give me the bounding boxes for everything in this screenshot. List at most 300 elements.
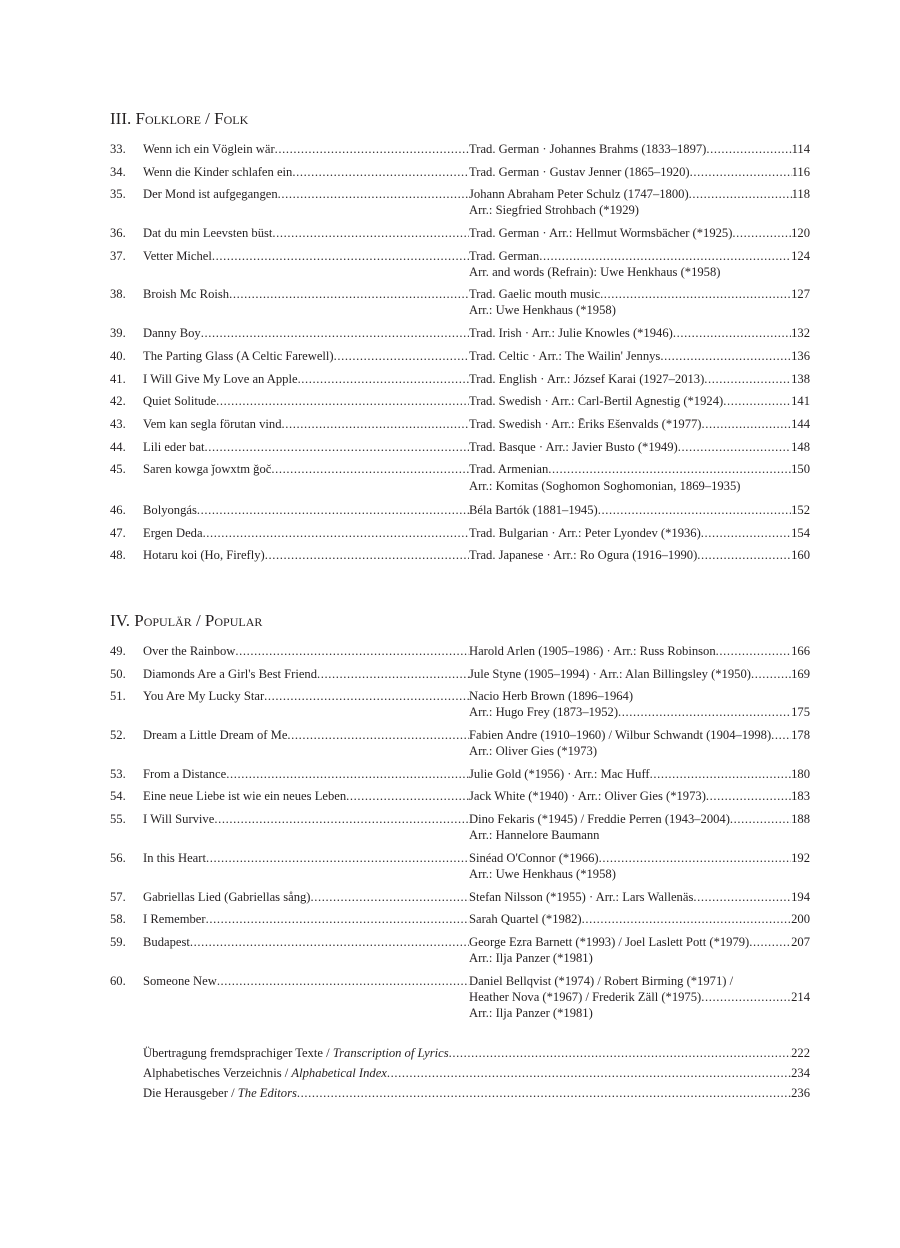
- entry-number: 45.: [110, 462, 126, 477]
- page-number[interactable]: 141: [791, 394, 810, 409]
- entry-number: 44.: [110, 439, 126, 454]
- section-folklore: [110, 108, 810, 570]
- entry-number: 41.: [110, 371, 126, 386]
- dot-leader: [226, 766, 469, 782]
- entry-credits: [469, 461, 810, 495]
- section-heading: [110, 610, 810, 632]
- appendix-title-en: Transcription of Lyrics: [332, 1046, 449, 1060]
- dot-leader: [673, 325, 791, 341]
- dot-leader: [311, 889, 469, 905]
- entry-credits: [469, 225, 810, 241]
- page-number[interactable]: 175: [791, 705, 810, 720]
- entry-title-cell: [143, 934, 469, 966]
- credit-line: [469, 202, 810, 218]
- page-number[interactable]: 160: [791, 548, 810, 563]
- credit-line: [469, 727, 810, 743]
- page-number[interactable]: 154: [791, 525, 810, 540]
- toc-entry[interactable]: [110, 186, 810, 218]
- credit-line: [469, 478, 810, 495]
- dot-leader: [701, 989, 791, 1005]
- entry-number: 39.: [110, 326, 126, 341]
- page-number[interactable]: 214: [791, 989, 810, 1004]
- credit-line: [469, 502, 810, 518]
- dot-leader: [197, 502, 469, 518]
- credit-text: Dino Fekaris (*1945) / Freddie Perren (1943–2004): [469, 812, 730, 827]
- entry-title-cell: [143, 788, 469, 804]
- credit-text: Arr.: Ilja Panzer (*1981): [469, 950, 593, 965]
- entry-title-cell: [143, 525, 469, 541]
- credit-line: [469, 766, 810, 782]
- entry-title-cell: [143, 248, 469, 280]
- entry-credits: [469, 393, 810, 409]
- entry-number: 37.: [110, 248, 126, 263]
- page-number[interactable]: 183: [791, 789, 810, 804]
- page-number[interactable]: 116: [791, 164, 810, 179]
- dot-leader: [749, 934, 791, 950]
- dot-leader: [689, 186, 792, 202]
- dot-leader: [618, 704, 791, 720]
- credit-line: [469, 989, 810, 1005]
- entry-title: Ergen Deda: [143, 525, 203, 540]
- dot-leader: [287, 727, 469, 759]
- toc-entry[interactable]: [110, 439, 810, 455]
- entry-title-cell: [143, 850, 469, 882]
- credit-text: Trad. Swedish · Arr.: Carl-Bertil Agnestig (*1924): [469, 394, 724, 409]
- page-number[interactable]: 127: [791, 287, 810, 302]
- entry-title: I Will Give My Love an Apple: [143, 371, 298, 386]
- dot-leader: [599, 850, 792, 866]
- entry-credits: [469, 547, 810, 563]
- entry-title-cell: [143, 688, 469, 720]
- dot-leader: [706, 141, 791, 157]
- dot-leader: [317, 666, 469, 682]
- credit-line: [469, 666, 810, 682]
- credit-text: Trad. German: [469, 248, 540, 263]
- entry-title-cell: [143, 547, 469, 563]
- entry-title: Eine neue Liebe ist wie ein neues Leben: [143, 789, 347, 804]
- credit-text: Trad. Irish · Arr.: Julie Knowles (*1946): [469, 326, 673, 341]
- entry-credits: [469, 973, 810, 1021]
- entry-credits: [469, 688, 810, 720]
- credit-line: [469, 164, 810, 180]
- toc-entry[interactable]: [110, 164, 810, 180]
- credit-line: [469, 889, 810, 905]
- credit-text: Julie Gold (*1956) · Arr.: Mac Huff: [469, 766, 650, 781]
- dot-leader: [206, 911, 469, 927]
- dot-leader: [201, 325, 469, 341]
- appendix-title-en: Alphabetical Index: [291, 1066, 387, 1080]
- entry-title-cell: [143, 325, 469, 341]
- toc-entry[interactable]: [110, 141, 810, 157]
- entry-credits: [469, 248, 810, 280]
- entry-credits: [469, 643, 810, 659]
- dot-leader: [292, 164, 469, 180]
- entry-number: 54.: [110, 789, 126, 804]
- dot-leader: [272, 225, 469, 241]
- dot-leader: [203, 525, 469, 541]
- credit-line: [469, 688, 810, 704]
- appendix-list: [143, 1045, 810, 1105]
- entry-title-cell: [143, 889, 469, 905]
- entry-credits: [469, 525, 810, 541]
- credit-line: [469, 704, 810, 720]
- section-name: Folklore / Folk: [135, 109, 249, 128]
- entry-number: 49.: [110, 644, 126, 658]
- dot-leader: [650, 766, 792, 782]
- entry-list: [110, 643, 810, 1021]
- entry-number: 40.: [110, 348, 126, 363]
- credit-line: [469, 225, 810, 241]
- entry-credits: [469, 934, 810, 966]
- toc-entry[interactable]: [110, 666, 810, 682]
- page-number[interactable]: 144: [791, 416, 810, 431]
- dot-leader: [697, 547, 791, 563]
- dot-leader: [265, 547, 469, 563]
- entry-title-cell: [143, 666, 469, 682]
- credit-line: [469, 286, 810, 302]
- credit-line: [469, 325, 810, 341]
- entry-credits: [469, 141, 810, 157]
- entry-credits: [469, 164, 810, 180]
- page-number[interactable]: 178: [791, 728, 810, 743]
- dot-leader: [716, 643, 791, 659]
- appendix-title-de: Übertragung fremdsprachiger Texte: [143, 1046, 324, 1060]
- dot-leader: [539, 248, 791, 264]
- toc-entry[interactable]: [110, 643, 810, 659]
- dot-leader: [582, 911, 792, 927]
- credit-text: Jule Styne (1905–1994) · Arr.: Alan Billingsley (*1950): [469, 666, 751, 681]
- entry-credits: [469, 416, 810, 432]
- page-number[interactable]: 136: [791, 348, 810, 363]
- appendix-title-de: Alphabetisches Verzeichnis: [143, 1066, 282, 1080]
- appendix-entry[interactable]: [143, 1045, 810, 1061]
- toc-entry[interactable]: [110, 393, 810, 409]
- entry-number: 52.: [110, 728, 126, 743]
- credit-text: Arr.: Komitas (Soghomon Soghomonian, 1869–1935): [469, 479, 741, 494]
- credit-line: [469, 866, 810, 882]
- toc-entry[interactable]: [110, 348, 810, 364]
- page-number[interactable]: 120: [791, 226, 810, 241]
- credit-line: [469, 788, 810, 804]
- separator: /: [281, 1066, 292, 1080]
- dot-leader: [297, 1085, 791, 1101]
- toc-entry[interactable]: [110, 525, 810, 541]
- credit-text: Trad. Swedish · Arr.: Ēriks Ešenvalds (*1977): [469, 416, 702, 431]
- credit-text: Trad. Celtic · Arr.: The Wailin' Jennys: [469, 348, 661, 363]
- dot-leader: [334, 348, 469, 364]
- dot-leader: [751, 666, 791, 682]
- entry-title: Someone New: [143, 973, 217, 988]
- toc-entry[interactable]: [110, 973, 810, 1021]
- section-name: Populär / Popular: [134, 611, 263, 630]
- appendix-entry[interactable]: [143, 1065, 810, 1081]
- entry-title-cell: [143, 811, 469, 843]
- separator: /: [227, 1086, 238, 1100]
- page-number[interactable]: 200: [791, 912, 810, 927]
- dot-leader: [206, 850, 469, 882]
- entry-title-cell: [143, 911, 469, 927]
- credit-line: [469, 547, 810, 563]
- page-number[interactable]: 188: [791, 812, 810, 827]
- entry-title: Broish Mc Roish: [143, 287, 230, 302]
- entry-credits: [469, 502, 810, 518]
- toc-entry[interactable]: [110, 547, 810, 563]
- toc-entry[interactable]: [110, 766, 810, 782]
- dot-leader: [217, 973, 469, 1021]
- entry-number: 60.: [110, 973, 126, 988]
- entry-number: 50.: [110, 666, 126, 681]
- entry-title-cell: [143, 973, 469, 1021]
- credit-text: Arr. and words (Refrain): Uwe Henkhaus (*1958): [469, 264, 721, 279]
- entry-credits: [469, 850, 810, 882]
- credit-line: [469, 934, 810, 950]
- entry-title: From a Distance: [143, 766, 227, 781]
- entry-title: You Are My Lucky Star: [143, 689, 265, 704]
- page-number[interactable]: 194: [791, 889, 810, 904]
- page-number[interactable]: 148: [791, 439, 810, 454]
- credit-text: Trad. German · Gustav Jenner (1865–1920): [469, 164, 690, 179]
- credit-text: Arr.: Ilja Panzer (*1981): [469, 1005, 593, 1020]
- credit-line: [469, 950, 810, 966]
- dot-leader: [275, 141, 469, 157]
- credit-text: Arr.: Siegfried Strohbach (*1929): [469, 203, 639, 218]
- entry-number: 36.: [110, 226, 126, 241]
- dot-leader: [732, 225, 791, 241]
- section-numeral: III.: [110, 109, 132, 128]
- entry-title-cell: [143, 141, 469, 157]
- entry-number: 34.: [110, 164, 126, 179]
- dot-leader: [706, 788, 791, 804]
- credit-line: [469, 416, 810, 432]
- page-number[interactable]: 118: [791, 187, 810, 202]
- page-number[interactable]: 124: [791, 248, 810, 263]
- entry-number: 53.: [110, 766, 126, 781]
- entry-number: 56.: [110, 850, 126, 865]
- credit-text: Trad. German · Arr.: Hellmut Wormsbächer (*1925): [469, 226, 733, 241]
- credit-text: Sarah Quartel (*1982): [469, 912, 582, 927]
- dot-leader: [298, 371, 469, 387]
- credit-line: [469, 827, 810, 843]
- credit-text: Arr.: Hugo Frey (1873–1952): [469, 705, 619, 720]
- entry-credits: [469, 727, 810, 759]
- credit-text: Jack White (*1940) · Arr.: Oliver Gies (*1973): [469, 789, 706, 804]
- entry-number: 38.: [110, 287, 126, 302]
- credit-line: [469, 264, 810, 280]
- entry-credits: [469, 371, 810, 387]
- dot-leader: [214, 811, 469, 843]
- page-number[interactable]: 138: [791, 371, 810, 386]
- appendix-entry[interactable]: [143, 1085, 810, 1101]
- dot-leader: [212, 248, 469, 280]
- dot-leader: [271, 461, 469, 495]
- dot-leader: [548, 461, 791, 478]
- credit-text: Arr.: Hannelore Baumann: [469, 828, 600, 843]
- entry-title: Vetter Michel: [143, 248, 212, 263]
- dot-leader: [282, 416, 470, 432]
- toc-entry[interactable]: [110, 727, 810, 759]
- credit-line: [469, 461, 810, 478]
- entry-title: I Will Survive: [143, 812, 215, 827]
- credit-text: Johann Abraham Peter Schulz (1747–1800): [469, 187, 689, 202]
- entry-title-cell: [143, 461, 469, 495]
- entry-title-cell: [143, 164, 469, 180]
- entry-list: [110, 141, 810, 563]
- credit-text: George Ezra Barnett (*1993) / Joel Laslett Pott (*1979): [469, 934, 750, 949]
- entry-number: 33.: [110, 142, 126, 156]
- credit-text: Nacio Herb Brown (1896–1964): [469, 689, 634, 704]
- credit-line: [469, 911, 810, 927]
- dot-leader: [264, 688, 469, 720]
- credit-text: Trad. Japanese · Arr.: Ro Ogura (1916–1990): [469, 548, 698, 563]
- page-number[interactable]: 114: [791, 142, 810, 156]
- dot-leader: [730, 811, 791, 827]
- entry-credits: [469, 186, 810, 218]
- entry-title: Wenn die Kinder schlafen ein: [143, 164, 293, 179]
- credit-text: Trad. English · Arr.: József Karai (1927–2013): [469, 371, 705, 386]
- page-number[interactable]: 234: [791, 1066, 810, 1080]
- entry-number: 55.: [110, 812, 126, 827]
- page-number[interactable]: 166: [791, 644, 810, 658]
- page-number[interactable]: 169: [791, 666, 810, 681]
- credit-line: [469, 973, 810, 989]
- credit-line: [469, 850, 810, 866]
- credit-text: Fabien Andre (1910–1960) / Wilbur Schwandt (1904–1998): [469, 728, 772, 743]
- entry-credits: [469, 325, 810, 341]
- credit-text: Stefan Nilsson (*1955) · Arr.: Lars Wallenäs: [469, 889, 694, 904]
- credit-line: [469, 525, 810, 541]
- toc-entry[interactable]: [110, 850, 810, 882]
- credit-text: Sinéad O'Connor (*1966): [469, 850, 599, 865]
- dot-leader: [216, 393, 469, 409]
- dot-leader: [701, 525, 791, 541]
- entry-title-cell: [143, 643, 469, 659]
- toc-entry[interactable]: [110, 911, 810, 927]
- page-number[interactable]: 236: [791, 1086, 810, 1100]
- dot-leader: [704, 371, 791, 387]
- credit-line: [469, 1005, 810, 1021]
- entry-title: Der Mond ist aufgegangen: [143, 187, 278, 202]
- page-number[interactable]: 192: [791, 850, 810, 865]
- credit-text: Daniel Bellqvist (*1974) / Robert Birming (*1971) /: [469, 973, 734, 988]
- section-popular: [110, 610, 810, 1027]
- credit-line: [469, 643, 810, 659]
- entry-title-cell: [143, 225, 469, 241]
- entry-title: Vem kan segla förutan vind: [143, 416, 282, 431]
- entry-title: In this Heart: [143, 850, 206, 865]
- entry-credits: [469, 889, 810, 905]
- appendix-title-en: The Editors: [237, 1086, 297, 1100]
- dot-leader: [205, 439, 469, 455]
- dot-leader: [690, 164, 792, 180]
- dot-leader: [702, 416, 792, 432]
- entry-title: Wenn ich ein Vöglein wär: [143, 142, 275, 156]
- toc-entry[interactable]: [110, 811, 810, 843]
- entry-title: Over the Rainbow: [143, 644, 236, 658]
- entry-number: 35.: [110, 187, 126, 202]
- dot-leader: [771, 727, 791, 743]
- credit-line: [469, 302, 810, 318]
- entry-title-cell: [143, 727, 469, 759]
- dot-leader: [723, 393, 791, 409]
- entry-credits: [469, 766, 810, 782]
- toc-entry[interactable]: [110, 502, 810, 518]
- credit-line: [469, 371, 810, 387]
- entry-title: Dream a Little Dream of Me: [143, 728, 288, 743]
- toc-entry[interactable]: [110, 788, 810, 804]
- entry-number: 51.: [110, 689, 126, 704]
- dot-leader: [190, 934, 469, 966]
- dot-leader: [229, 286, 469, 318]
- entry-number: 57.: [110, 889, 126, 904]
- credit-line: [469, 393, 810, 409]
- appendix-title-de: Die Herausgeber: [143, 1086, 228, 1100]
- entry-title: Danny Boy: [143, 326, 201, 341]
- entry-credits: [469, 811, 810, 843]
- entry-title-cell: [143, 766, 469, 782]
- credit-text: Trad. Gaelic mouth music: [469, 287, 601, 302]
- entry-title-cell: [143, 348, 469, 364]
- credit-text: Heather Nova (*1967) / Frederik Zäll (*1975): [469, 989, 702, 1004]
- entry-credits: [469, 348, 810, 364]
- page-number[interactable]: 180: [791, 766, 810, 781]
- entry-title: The Parting Glass (A Celtic Farewell): [143, 348, 334, 363]
- entry-title-cell: [143, 393, 469, 409]
- entry-title: Gabriellas Lied (Gabriellas sång): [143, 889, 311, 904]
- entry-title: I Remember: [143, 912, 206, 927]
- entry-credits: [469, 286, 810, 318]
- entry-number: 42.: [110, 394, 126, 409]
- entry-title-cell: [143, 502, 469, 518]
- entry-title-cell: [143, 186, 469, 218]
- page-number[interactable]: 222: [791, 1046, 810, 1060]
- credit-text: Arr.: Uwe Henkhaus (*1958): [469, 866, 616, 881]
- toc-entry[interactable]: [110, 371, 810, 387]
- toc-entry[interactable]: [110, 416, 810, 432]
- entry-credits: [469, 788, 810, 804]
- entry-number: 48.: [110, 548, 126, 563]
- page-number[interactable]: 150: [791, 462, 810, 477]
- entry-credits: [469, 911, 810, 927]
- toc-entry[interactable]: [110, 286, 810, 318]
- dot-leader: [449, 1045, 791, 1061]
- entry-number: 46.: [110, 502, 126, 517]
- entry-title-cell: [143, 371, 469, 387]
- credit-line: [469, 743, 810, 759]
- entry-title-cell: [143, 439, 469, 455]
- section-numeral: IV.: [110, 611, 130, 630]
- entry-title: Saren kowga ǰowxtm ǧoč: [143, 462, 272, 477]
- credit-text: Trad. Basque · Arr.: Javier Busto (*1949): [469, 439, 678, 454]
- toc-entry[interactable]: [110, 461, 810, 495]
- page-number[interactable]: 132: [791, 326, 810, 341]
- page-number[interactable]: 207: [791, 934, 810, 949]
- page-number[interactable]: 152: [791, 502, 810, 517]
- dot-leader: [346, 788, 469, 804]
- toc-entry[interactable]: [110, 688, 810, 720]
- toc-entry[interactable]: [110, 325, 810, 341]
- toc-entry[interactable]: [110, 248, 810, 280]
- credit-line: [469, 348, 810, 364]
- dot-leader: [598, 502, 791, 518]
- toc-entry[interactable]: [110, 889, 810, 905]
- entry-title: Quiet Solitude: [143, 394, 217, 409]
- entry-title: Diamonds Are a Girl's Best Friend: [143, 666, 318, 681]
- toc-entry[interactable]: [110, 225, 810, 241]
- entry-number: 58.: [110, 912, 126, 927]
- entry-number: 59.: [110, 934, 126, 949]
- entry-number: 43.: [110, 416, 126, 431]
- toc-entry[interactable]: [110, 934, 810, 966]
